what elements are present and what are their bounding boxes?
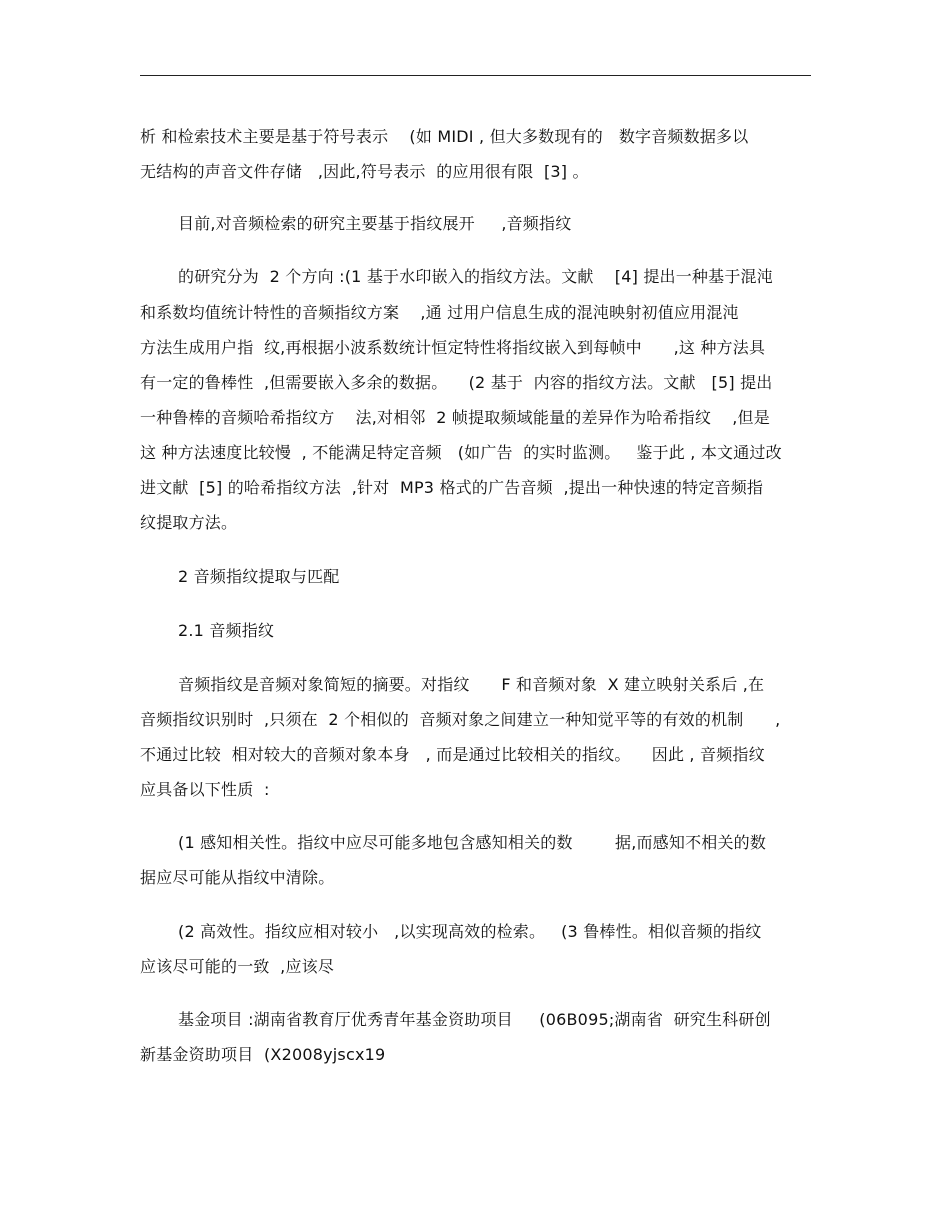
text-line: 这 种方法速度比较慢 , 不能满足特定音频 (如广告 的实时监测。 鉴于此 , 本文通过改 xyxy=(140,443,782,462)
funding-note: 新基金资助项目 (X2008yjscx19 xyxy=(140,1045,386,1064)
text-line: 纹提取方法。 xyxy=(140,513,238,532)
funding-note: 基金项目 :湖南省教育厅优秀青年基金资助项目 (06B095;湖南省 研究生科研创 xyxy=(178,1010,771,1029)
text-line: 应具备以下性质 : xyxy=(140,780,270,799)
text-line: 目前,对音频检索的研究主要基于指纹展开 ,音频指纹 xyxy=(178,214,572,233)
text-line: 析 和检索技术主要是基于符号表示 (如 MIDI , 但大多数现有的 数字音频数据多以 xyxy=(140,127,749,146)
text-line: 据应尽可能从指纹中清除。 xyxy=(140,868,335,887)
text-line: 不通过比较 相对较大的音频对象本身 , 而是通过比较相关的指纹。 因此 , 音频指纹 xyxy=(140,745,765,764)
text-line: 音频指纹是音频对象简短的摘要。对指纹 F 和音频对象 X 建立映射关系后 ,在 xyxy=(178,675,765,694)
text-line: 音频指纹识别时 ,只须在 2 个相似的 音频对象之间建立一种知觉平等的有效的机制 , xyxy=(140,710,781,729)
text-line: 无结构的声音文件存储 ,因此,符号表示 的应用很有限 [3] 。 xyxy=(140,162,589,181)
text-line: 进文献 [5] 的哈希指纹方法 ,针对 MP3 格式的广告音频 ,提出一种快速的特定音频指 xyxy=(140,478,764,497)
section-heading: 2 音频指纹提取与匹配 xyxy=(178,567,340,586)
text-line: (1 感知相关性。指纹中应尽可能多地包含感知相关的数 据,而感知不相关的数 xyxy=(178,833,767,852)
text-line: 一种鲁棒的音频哈希指纹方 法,对相邻 2 帧提取频域能量的差异作为哈希指纹 ,但是 xyxy=(140,408,770,427)
subsection-heading: 2.1 音频指纹 xyxy=(178,621,275,640)
text-line: 有一定的鲁棒性 ,但需要嵌入多余的数据。 (2 基于 内容的指纹方法。文献 [5] 提出 xyxy=(140,373,773,392)
text-line: (2 高效性。指纹应相对较小 ,以实现高效的检索。 (3 鲁棒性。相似音频的指纹 xyxy=(178,922,762,941)
text-line: 应该尽可能的一致 ,应该尽 xyxy=(140,957,335,976)
header-rule xyxy=(140,75,811,76)
text-line: 方法生成用户指 纹,再根据小波系数统计恒定特性将指纹嵌入到每帧中 ,这 种方法具 xyxy=(140,338,766,357)
text-line: 和系数均值统计特性的音频指纹方案 ,通 过用户信息生成的混沌映射初值应用混沌 xyxy=(140,303,739,322)
text-line: 的研究分为 2 个方向 :(1 基于水印嵌入的指纹方法。文献 [4] 提出一种基于混沌 xyxy=(178,267,773,286)
